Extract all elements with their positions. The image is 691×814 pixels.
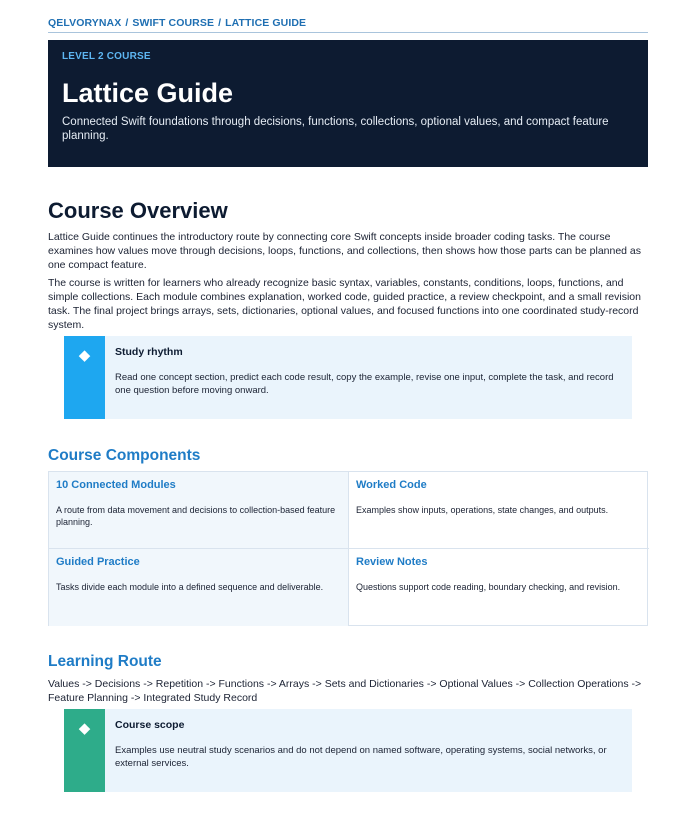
component-title: Review Notes <box>356 556 428 568</box>
hero-banner <box>48 40 648 167</box>
component-description: Tasks divide each module into a defined sequence and deliverable. <box>56 582 324 592</box>
overview-paragraph-2: The course is written for learners who already recognize basic syntax, variables, constants, conditions, loops, functions, and simple collections. Each module combines explanation, worked code, guided practice, a review checkpoint, and a small revision task. The final project brings arrays, sets, dictionaries, optional values, and focused functions into one coordinated study-record system. <box>48 277 641 331</box>
breadcrumb-item-current: LATTICE GUIDE <box>225 17 307 29</box>
overview-heading: Course Overview <box>48 198 228 223</box>
component-card <box>349 549 649 626</box>
learning-route-heading: Learning Route <box>48 653 162 670</box>
component-description: Examples show inputs, operations, state changes, and outputs. <box>356 505 609 515</box>
callout-title: Course scope <box>115 719 185 731</box>
component-title: Worked Code <box>356 479 427 491</box>
study-rhythm-callout <box>64 336 632 419</box>
breadcrumb <box>48 17 306 29</box>
page-title: Lattice Guide <box>62 78 234 108</box>
course-level-label: LEVEL 2 COURSE <box>62 51 151 62</box>
component-title: 10 Connected Modules <box>56 479 176 491</box>
callout-text: Examples use neutral study scenarios and do not depend on named software, operating systems, social networks, or external services. <box>115 745 607 769</box>
component-card <box>49 472 349 549</box>
page-subtitle: Connected Swift foundations through decisions, functions, collections, optional values, and compact feature planning. <box>62 116 609 142</box>
components-heading: Course Components <box>48 447 201 464</box>
component-card <box>49 549 349 626</box>
breadcrumb-item-course[interactable]: SWIFT COURSE <box>132 17 215 29</box>
component-card <box>349 472 649 549</box>
breadcrumb-separator: / <box>218 17 222 29</box>
diamond-icon: ◆ <box>78 347 91 364</box>
breadcrumb-separator: / <box>125 17 129 29</box>
diamond-icon: ◆ <box>78 720 91 737</box>
callout-title: Study rhythm <box>115 346 183 358</box>
overview-paragraph-1: Lattice Guide continues the introductory route by connecting core Swift concepts inside broader coding tasks. The course examines how values move through decisions, loops, functions, and collections, then shows how those parts can be planned as one compact feature. <box>48 231 642 271</box>
component-description: Questions support code reading, boundary checking, and revision. <box>356 582 621 592</box>
callout-accent-bar <box>64 336 105 419</box>
learning-route-text: Values -> Decisions -> Repetition -> Functions -> Arrays -> Sets and Dictionaries -> Optional Values -> Collection Operations -> Feature Planning -> Integrated Study Record <box>48 678 642 704</box>
breadcrumb-item-brand[interactable]: QELVORYNAX <box>48 17 122 29</box>
callout-text: Read one concept section, predict each code result, copy the example, revise one input, complete the task, and record one question before moving onward. <box>115 372 614 396</box>
components-grid <box>48 471 648 626</box>
component-description: A route from data movement and decisions to collection-based feature planning. <box>56 505 336 527</box>
component-title: Guided Practice <box>56 556 140 568</box>
course-scope-callout <box>64 709 632 792</box>
callout-accent-bar <box>64 709 105 792</box>
breadcrumb-divider <box>48 32 648 33</box>
